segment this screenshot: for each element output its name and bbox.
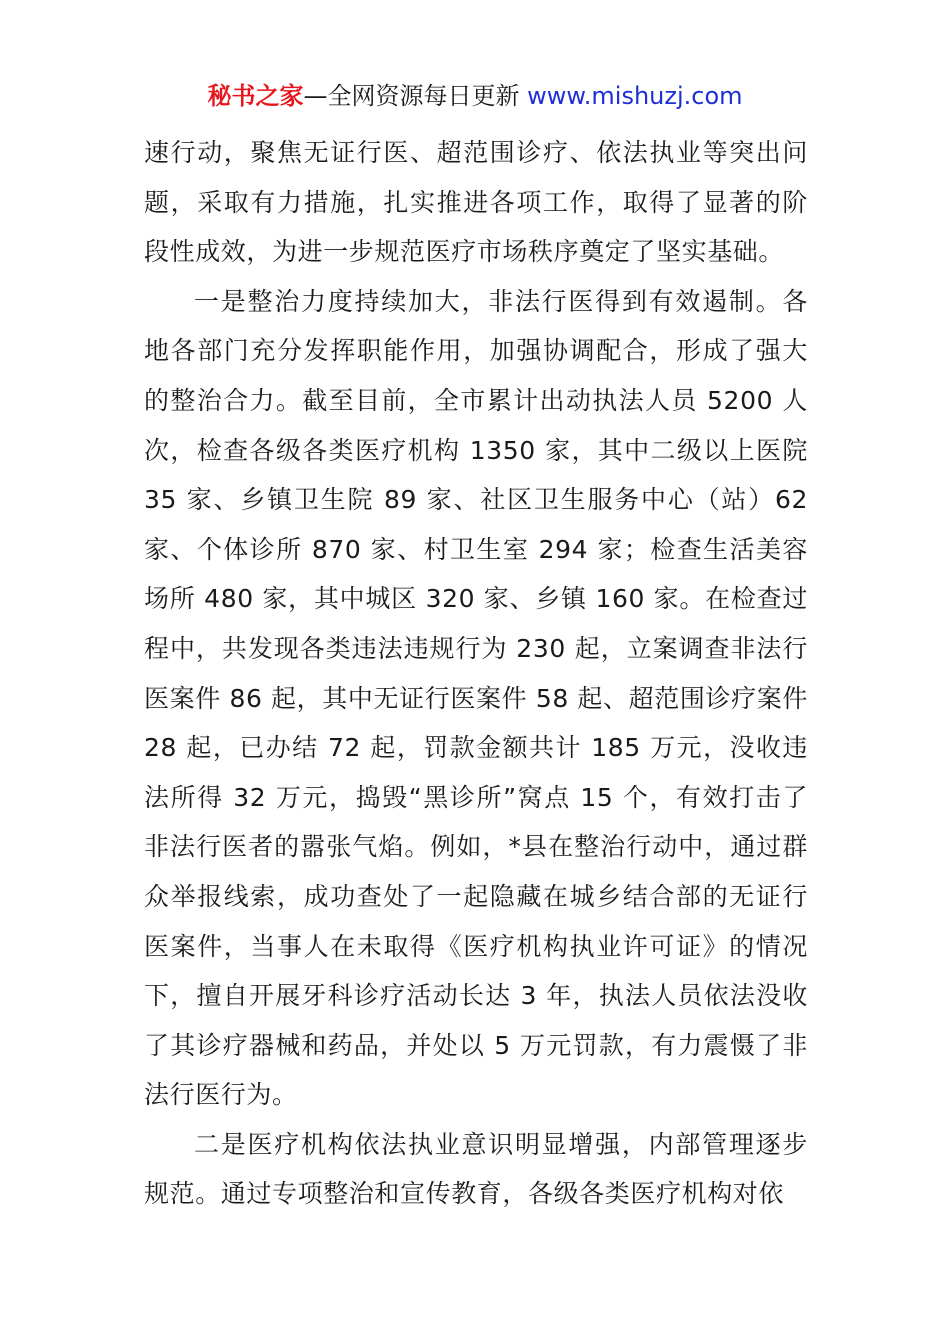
page-header (0, 80, 950, 112)
paragraph-continuation: 速行动，聚焦无证行医、超范围诊疗、依法执业等突出问题，采取有力措施，扎实推进各项工作，取得了显著的阶段性成效，为进一步规范医疗市场秩序奠定了坚实基础。 (144, 138, 808, 267)
document-body (144, 128, 808, 1219)
paragraph-point-two: 二是医疗机构依法执业意识明显增强，内部管理逐步规范。通过专项整治和宣传教育，各级各类医疗机构对依 (144, 1129, 808, 1209)
header-slogan: —全网资源每日更新 (303, 82, 520, 110)
brand-name: 秘书之家 (207, 82, 304, 110)
site-url-link[interactable]: www.mishuzj.com (527, 82, 743, 110)
paragraph-point-one: 一是整治力度持续加大，非法行医得到有效遏制。各地各部门充分发挥职能作用，加强协调配合，形成了强大的整治合力。截至目前，全市累计出动执法人员 5200 人次，检查各级各类医疗机构 1350 家，其中二级以上医院 35 家、乡镇卫生院 89 家、社区卫生服务中心（站）62 家、个体诊所 870 家、村卫生室 294 家；检查生活美容场所 480 家，其中城区 320 家、乡镇 160 家。在检查过程中，共发现各类违法违规行为 230 起，立案调查非法行医案件 86 起，其中无证行医案件 58 起、超范围诊疗案件 28 起，已办结 72 起，罚款金额共计 185 万元，没收违法所得 32 万元，捣毁“黑诊所”窝点 15 个，有效打击了非法行医者的嚣张气焰。例如，*县在整治行动中，通过群众举报线索，成功查处了一起隐藏在城乡结合部的无证行医案件，当事人在未取得《医疗机构执业许可证》的情况下，擅自开展牙科诊疗活动长达 3 年，执法人员依法没收了其诊疗器械和药品，并处以 5 万元罚款，有力震慑了非法行医行为。 (144, 286, 808, 1110)
